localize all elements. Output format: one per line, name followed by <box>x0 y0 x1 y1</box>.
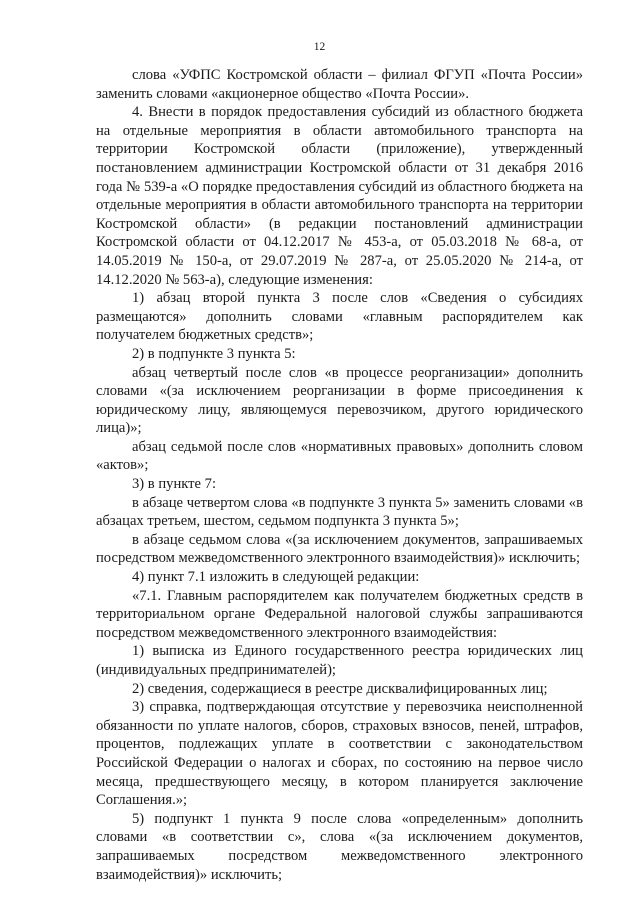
paragraph-abzac-7-exclude: в абзаце седьмом слова «(за исключением документов, запрашиваемых посредством межведомственного электронного взаимодействия)» исключить; <box>96 531 583 567</box>
paragraph-subitem-1: 1) абзац второй пункта 3 после слов «Сведения о субсидиях размещаются» дополнить словами «главным распорядителем как получателем бюджетных средств»; <box>96 290 583 344</box>
paragraph-point-7-1: «7.1. Главным распорядителем как получателем бюджетных средств в территориальном органе Федеральной налоговой службы запрашиваются посредством межведомственного электронного взаимодействия: <box>96 587 583 641</box>
paragraph-list-3: 3) справка, подтверждающая отсутствие у перевозчика неисполненной обязанности по уплате налогов, сборов, страховых взносов, пеней, штрафов, процентов, подлежащих уплате в соответствии с законодательством Российской Федерации о налогах и сборах, по состоянию на первое число месяца, предшествующего месяцу, в котором планируется заключение Соглашения.»; <box>96 699 583 809</box>
paragraph-subitem-3: 3) в пункте 7: <box>132 476 217 493</box>
paragraph-list-2: 2) сведения, содержащиеся в реестре дисквалифицированных лиц; <box>132 680 548 697</box>
document-body <box>96 66 583 884</box>
paragraph-abzac-4-replace: в абзаце четвертом слова «в подпункте 3 пункта 5» заменить словами «в абзацах третьем, шестом, седьмом подпункта 3 пункта 5»; <box>96 494 583 530</box>
paragraph-subitem-4: 4) пункт 7.1 изложить в следующей редакции: <box>132 569 420 586</box>
paragraph-list-1: 1) выписка из Единого государственного реестра юридических лиц (индивидуальных предпринимателей); <box>96 643 583 678</box>
paragraph-abzac-4: абзац четвертый после слов «в процессе реорганизации» дополнить словами «(за исключением реорганизации в форме присоединения к юридическому лицу, являющемуся перевозчиком, другого юридического лица)»; <box>96 364 583 437</box>
paragraph-subitem-5: 5) подпункт 1 пункта 9 после слова «определенным» дополнить словами «в соответствии с», слова «(за исключением документов, запрашиваемых посредством межведомственного электронного взаимодействия)» исключить; <box>96 810 583 883</box>
paragraph-item-4: 4. Внести в порядок предоставления субсидий из областного бюджета на отдельные мероприятия в области автомобильного транспорта на территории Костромской области (приложение), утвержденный постановлением администрации Костромской области от 31 декабря 2016 года № 539-а «О порядке предоставления субсидий из областного бюджета на отдельные мероприятия в области автомобильного транспорта на территории Костромской области» (в редакции постановлений администрации Костромской области от 04.12.2017 № 453-а, от 05.03.2018 № 68-а, от 14.05.2019 № 150-а, от 29.07.2019 № 287-а, от 25.05.2020 № 214-а, от 14.12.2020 № 563-а), следующие изменения: <box>96 104 583 288</box>
paragraph-abzac-7: абзац седьмой после слов «нормативных правовых» дополнить словом «актов»; <box>96 438 583 474</box>
paragraph-continuation: слова «УФПС Костромской области – филиал ФГУП «Почта России» заменить словами «акционерное общество «Почта России». <box>96 67 583 102</box>
paragraph-subitem-2: 2) в подпункте 3 пункта 5: <box>132 345 296 362</box>
page-number: 12 <box>313 41 326 53</box>
